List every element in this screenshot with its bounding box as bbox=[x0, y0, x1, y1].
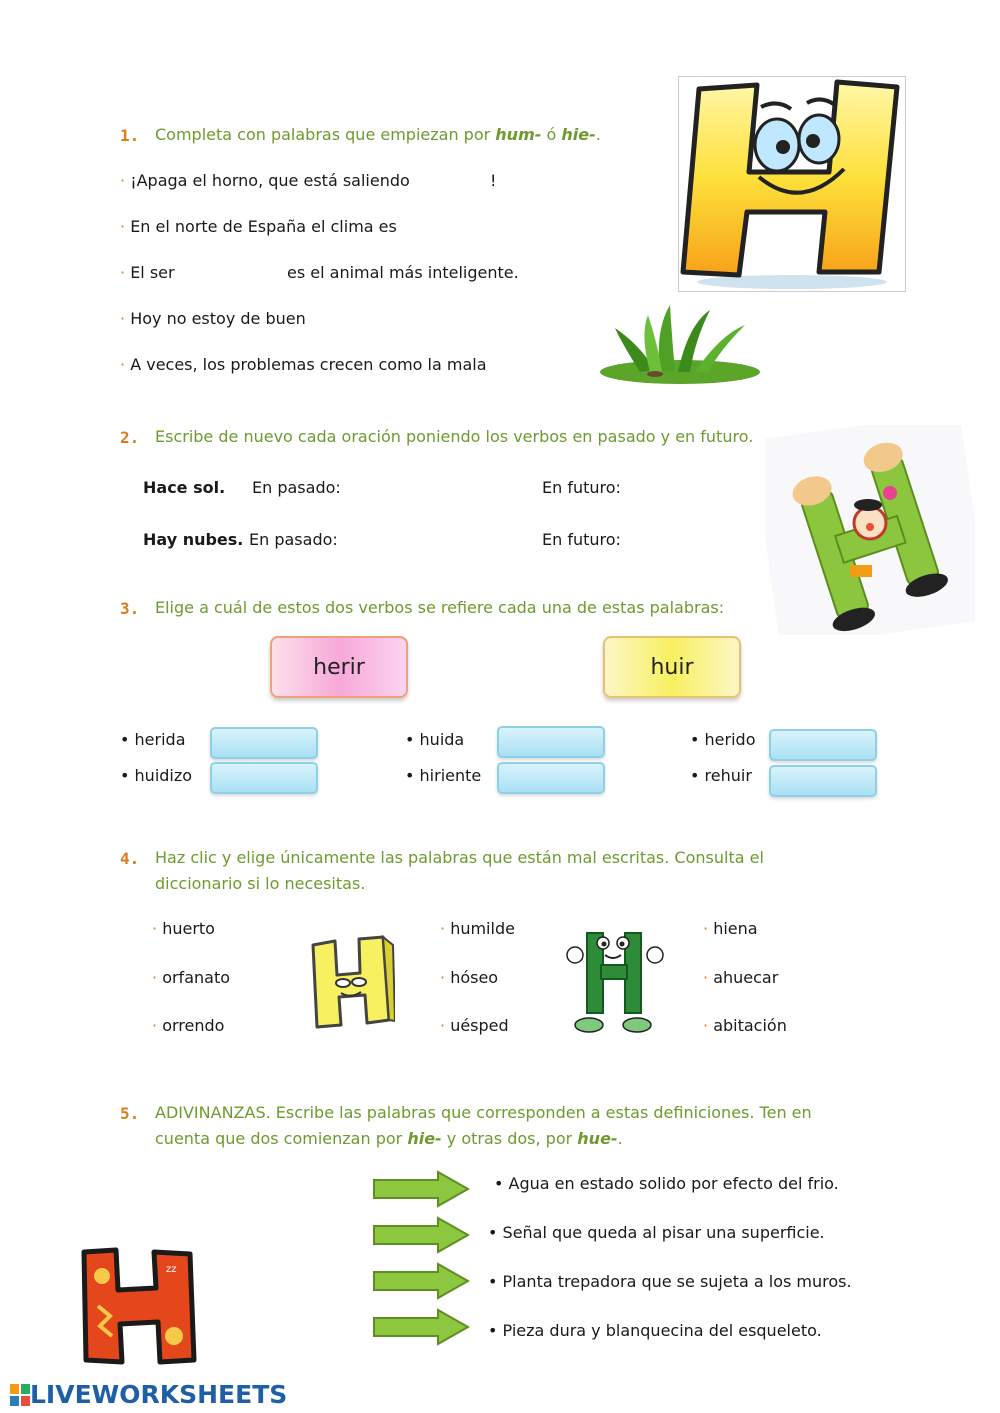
q5-prefix-hie: hie- bbox=[407, 1129, 442, 1148]
q4-number: 4. bbox=[120, 849, 140, 868]
q4-word-uesped[interactable]: · uésped bbox=[440, 1016, 509, 1035]
q4-instruction-line-1: Haz clic y elige únicamente las palabras que están mal escritas. Consulta el bbox=[155, 848, 764, 867]
liveworksheets-logo bbox=[10, 1380, 287, 1409]
q1-line-3-end: es el animal más inteligente. bbox=[287, 263, 519, 282]
q3-answer-hiriente[interactable] bbox=[497, 762, 605, 794]
q5-prefix-hue: hue- bbox=[577, 1129, 618, 1148]
verb-herir-box: herir bbox=[270, 636, 408, 698]
q1-line-1: · ¡Apaga el horno, que está saliendo bbox=[120, 171, 410, 190]
q3-answer-herido[interactable] bbox=[769, 729, 877, 761]
q2-instruction: Escribe de nuevo cada oración poniendo los verbos en pasado y en futuro. bbox=[155, 427, 754, 446]
yellow-h-image bbox=[305, 935, 395, 1030]
q5-definition-3: • Planta trepadora que se sujeta a los muros. bbox=[488, 1272, 852, 1291]
q1-prefix-hum: hum- bbox=[495, 125, 542, 144]
q2-past-label-1: En pasado: bbox=[252, 478, 341, 497]
q2-sentence-1: Hace sol. bbox=[143, 478, 226, 497]
q5-definition-2: • Señal que queda al pisar una superficie. bbox=[488, 1223, 825, 1242]
comic-h-image bbox=[78, 1246, 198, 1366]
q3-word-huida: • huida bbox=[405, 730, 465, 749]
q1-prefix-hie: hie- bbox=[561, 125, 596, 144]
q1-instruction: Completa con palabras que empiezan por hum- ó hie-. bbox=[155, 125, 601, 144]
q4-word-hoseo[interactable]: · hóseo bbox=[440, 968, 499, 987]
q3-word-rehuir: • rehuir bbox=[690, 766, 752, 785]
arrow-right-icon bbox=[372, 1170, 470, 1208]
q3-word-huidizo: • huidizo bbox=[120, 766, 193, 785]
liveworksheets-brand: LIVEWORKSHEETS bbox=[30, 1380, 288, 1409]
q5-instruction-line-1: ADIVINANZAS. Escribe las palabras que corresponden a estas definiciones. Ten en bbox=[155, 1103, 812, 1122]
happy-h-image bbox=[678, 76, 906, 292]
q5-definition-4: • Pieza dura y blanquecina del esqueleto. bbox=[488, 1321, 822, 1340]
grass-image bbox=[600, 300, 770, 388]
q3-answer-huida[interactable] bbox=[497, 726, 605, 758]
q4-word-hiena[interactable]: · hiena bbox=[703, 919, 758, 938]
liveworksheets-logo-icon bbox=[10, 1384, 30, 1406]
q2-future-label-1: En futuro: bbox=[542, 478, 621, 497]
q2-number: 2. bbox=[120, 428, 140, 447]
q4-word-orrendo[interactable]: · orrendo bbox=[152, 1016, 225, 1035]
q2-sentence-2: Hay nubes. bbox=[143, 530, 244, 549]
q3-word-hiriente: • hiriente bbox=[405, 766, 482, 785]
verb-huir-box: huir bbox=[603, 636, 741, 698]
q4-word-humilde[interactable]: · humilde bbox=[440, 919, 515, 938]
q1-line-3: · El ser bbox=[120, 263, 175, 282]
green-h-character-image bbox=[565, 925, 665, 1035]
q2-future-label-2: En futuro: bbox=[542, 530, 621, 549]
q5-definition-1: • Agua en estado solido por efecto del frio. bbox=[494, 1174, 839, 1193]
arrow-right-icon bbox=[372, 1308, 470, 1346]
q5-number: 5. bbox=[120, 1104, 140, 1123]
q1-line-1-end: ! bbox=[490, 171, 497, 190]
q3-number: 3. bbox=[120, 599, 140, 618]
q3-answer-herida[interactable] bbox=[210, 727, 318, 759]
clown-h-image bbox=[765, 425, 975, 635]
arrow-right-icon bbox=[372, 1216, 470, 1254]
q4-instruction-line-2: diccionario si lo necesitas. bbox=[155, 874, 366, 893]
q4-word-orfanato[interactable]: · orfanato bbox=[152, 968, 230, 987]
q3-word-herida: • herida bbox=[120, 730, 186, 749]
arrow-right-icon bbox=[372, 1262, 470, 1300]
q3-instruction: Elige a cuál de estos dos verbos se refiere cada una de estas palabras: bbox=[155, 598, 725, 617]
q1-line-4: · Hoy no estoy de buen bbox=[120, 309, 306, 328]
q3-word-herido: • herido bbox=[690, 730, 756, 749]
q4-word-ahuecar[interactable]: · ahuecar bbox=[703, 968, 779, 987]
q3-answer-rehuir[interactable] bbox=[769, 765, 877, 797]
q3-answer-huidizo[interactable] bbox=[210, 762, 318, 794]
q5-instruction-line-2: cuenta que dos comienzan por hie- y otras dos, por hue-. bbox=[155, 1129, 623, 1148]
q1-line-2: · En el norte de España el clima es bbox=[120, 217, 397, 236]
q1-number: 1. bbox=[120, 126, 140, 145]
q4-word-huerto[interactable]: · huerto bbox=[152, 919, 215, 938]
q2-past-label-2: En pasado: bbox=[249, 530, 338, 549]
q1-line-5: · A veces, los problemas crecen como la mala bbox=[120, 355, 487, 374]
svg-text:zz: zz bbox=[166, 1264, 177, 1275]
q4-word-abitacion[interactable]: · abitación bbox=[703, 1016, 787, 1035]
